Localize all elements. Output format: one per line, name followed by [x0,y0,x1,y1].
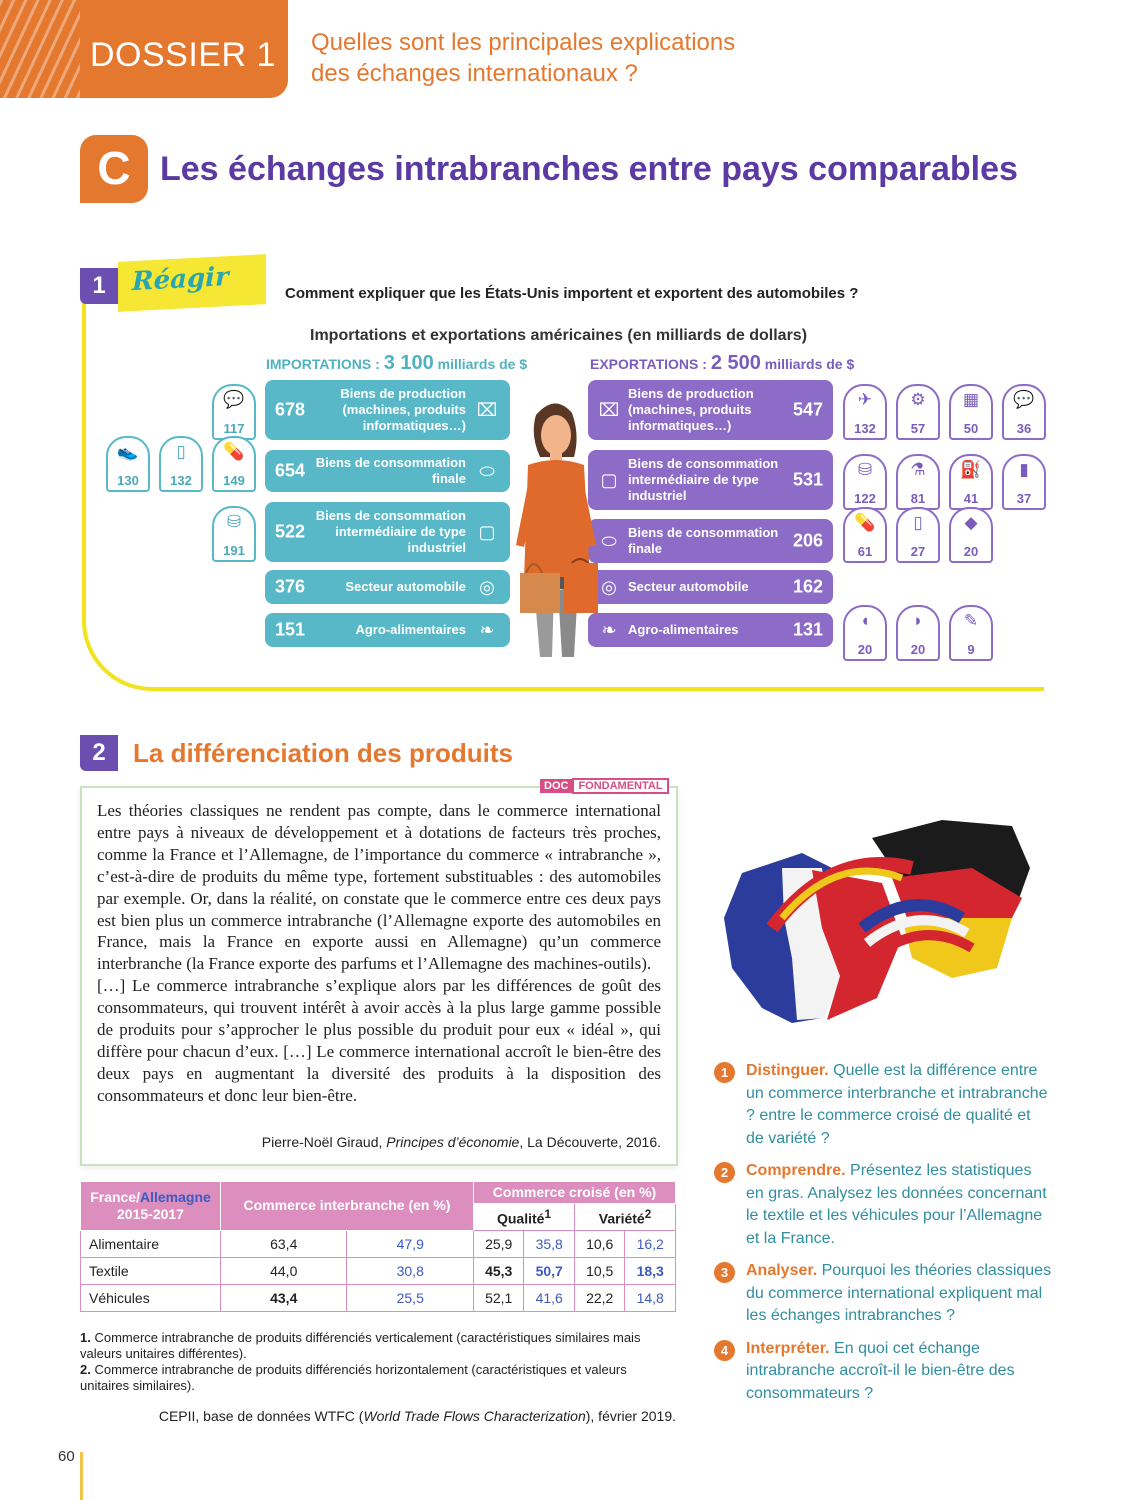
table-cell: 52,1 [473,1284,523,1311]
box-icon: ▢ [478,522,496,542]
section-letter-badge: C [80,135,148,203]
question-text: Pourquoi les théories classiques du commerce international expliquent mal les échanges intrabranches ? [746,1262,1052,1324]
detail-slot [843,454,887,510]
doc2-title: La différenciation des produits [133,738,513,768]
sewing-machine-icon: ⌧ [598,400,620,420]
question-keyword: Interpréter. [746,1339,830,1357]
source-b: World Trade Flows Characterization [363,1408,586,1424]
table-cell: 16,2 [625,1230,676,1257]
reagir-tag [118,254,266,312]
detail-value: 191 [223,543,245,558]
bar-label: Secteur automobile [345,579,466,594]
table-header-variete [574,1204,675,1231]
table-cell: 18,3 [625,1257,676,1284]
pill-icon: ⬭ [601,531,617,551]
detail-slot [843,507,887,563]
detail-slot [843,605,887,661]
dossier-label: DOSSIER 1 [90,36,276,74]
diamond-icon: ◆ [964,513,978,532]
table-cell: 44,0 [221,1257,347,1284]
detail-slot [949,605,993,661]
detail-value: 20 [857,642,873,657]
export-bar [588,450,833,510]
box-icon: ▢ [600,470,618,490]
detail-slot [1002,454,1046,510]
table-header-qualite [473,1204,574,1231]
question-keyword: Comprendre. [746,1162,846,1179]
table-cell: 22,2 [574,1284,624,1311]
doc-fondamental-badge [540,778,669,796]
import-bar [265,380,510,440]
detail-slot [1002,384,1046,440]
table-cell: 41,6 [524,1284,574,1311]
imports-total: 3 100 [383,352,434,374]
detail-slot [949,507,993,563]
exports-label: EXPORTATIONS : [590,356,707,372]
bar-value: 678 [275,399,306,420]
detail-slot [896,384,940,440]
exports-heading [590,352,854,375]
row-label: Textile [81,1257,221,1284]
doc-paragraph-1: Les théories classiques ne rendent pas compte, dans le commerce international entre pays à niveaux de développement et à dotations de facteurs très proches, comme la France et l’Allemagne, de l’importance du commerce « intrabranche », c’est-à-dire de produits du même type, fortement substituables : des automobiles par exemple. Or, dans la réalité, on constate que le commerce entre ces deux pays est bien plus un commerce intrabranche (l’Allemagne exporte des automobiles en France, mais la France en exporte aussi en Allemagne) qu’un commerce interbranche (la France exporte des parfums et l’Allemagne des machines-outils). [97,801,661,974]
note-1-text: Commerce intrabranche de produits différenciés verticalement (caractéristiques similaires mais valeurs unitaires différentes). [80,1330,641,1361]
page-bar [80,1452,83,1500]
bar-label: Biens de consommation intermédiaire de type industriel [628,456,779,503]
table-header-interbranche: Commerce interbranche (en %) [221,1182,474,1231]
note-1 [80,1330,678,1362]
detail-slot [106,436,150,492]
phone-icon: ▯ [176,442,186,461]
plane-icon: ✈ [857,390,873,409]
pill-icon: ⬭ [479,461,495,481]
detail-value: 132 [170,473,192,488]
bar-value: 151 [275,619,306,640]
tire-icon: ◎ [601,577,617,597]
table-cell: 47,9 [347,1230,474,1257]
exports-unit: milliards de $ [764,356,855,372]
table-cell: 45,3 [473,1257,523,1284]
question-number: 3 [714,1262,735,1283]
note-1-number: 1. [80,1330,91,1345]
qualite-sup: 1 [544,1208,551,1221]
detail-value: 122 [854,491,876,506]
bar-value: 206 [792,530,823,551]
section1-question: Comment expliquer que les États-Unis importent et exportent des automobiles ? [285,285,859,302]
detail-slot [159,436,203,492]
bar-label: Biens de production (machines, produits informatiques…) [340,386,466,433]
table-cell: 25,5 [347,1284,474,1311]
detail-value: 132 [854,421,876,436]
detail-value: 149 [223,473,245,488]
oil-derrick-icon: ⛁ [226,512,242,531]
detail-slot [949,454,993,510]
shoe-icon: 👟 [117,442,139,461]
bar-value: 376 [275,576,306,597]
header-allemagne: Allemagne [140,1188,211,1205]
table-cell: 63,4 [221,1230,347,1257]
detail-value: 130 [117,473,139,488]
robot-arm-icon: ⚙ [910,390,926,409]
export-bar [588,519,833,563]
section-title: Les échanges intrabranches entre pays comparables [160,150,1018,188]
doc-paragraph-2: […] Le commerce intrabranche s’explique alors par les différences de goût des consommateurs, qui trouvent intérêt à avoir accès à la plus large gamme possible de produits pour s’approcher le plus possible du produit pour eux « idéal », qui diffère pour chacun d’eux. […] Le commerce international accroît le bien-être des deux pays en augmentant la diversité des produits à la disposition des consommateurs et donc leur bien-être. [97,976,661,1105]
table-header-country [81,1182,221,1231]
question-text: Quelle est la différence entre un commerce interbranche et intrabranche ? entre le commerce croisé de qualité et de variété ? [746,1062,1048,1147]
sewing-machine-icon: ⌧ [476,400,498,420]
speech-bubble-icon: 💬 [223,390,245,409]
dossier-tab [0,0,288,98]
meat-icon: ◗ [912,611,924,630]
table-cell: 35,8 [524,1230,574,1257]
bean-icon: ◖ [859,611,871,630]
question-keyword: Analyser. [746,1262,818,1279]
detail-slot [212,506,256,562]
table-source [80,1408,676,1424]
imports-heading [266,352,527,375]
source-publisher: , La Découverte, 2016. [519,1134,661,1150]
reagir-label: Réagir [132,262,229,298]
detail-value: 27 [910,544,926,559]
questions-list [712,1060,1052,1415]
speech-bubble-icon: 💬 [1013,390,1035,409]
detail-slot [896,454,940,510]
detail-value: 36 [1016,421,1032,436]
oil-derrick-icon: ⛁ [857,460,873,479]
food-icon: ❧ [601,620,617,640]
bar-label: Secteur automobile [628,579,749,594]
badge-doc: DOC [540,779,572,793]
decorative-stripes [0,0,80,98]
pill-icon: 💊 [854,513,876,532]
corn-icon: ✎ [963,611,979,630]
exports-total: 2 500 [710,352,761,374]
row-label: Véhicules [81,1284,221,1311]
doc-number-1: 1 [80,268,118,304]
detail-value: 81 [910,491,926,506]
header-france: France [90,1188,137,1205]
question-number: 1 [714,1062,735,1083]
bar-value: 531 [792,469,823,490]
pill-icon: 💊 [223,442,245,461]
export-bar [588,570,833,604]
doc-source [97,1134,661,1150]
shopper-illustration [500,395,610,660]
detail-value: 50 [963,421,979,436]
tire-icon: ◎ [479,577,495,597]
import-bar [265,613,510,647]
source-c: ), février 2019. [585,1408,676,1424]
page-number: 60 [58,1448,75,1465]
bar-value: 654 [275,460,306,481]
export-bar [588,613,833,647]
detail-slot [843,384,887,440]
chart-title: Importations et exportations américaines (en milliards de dollars) [310,327,808,344]
table-row [81,1230,676,1257]
source-a: CEPII, base de données WTFC ( [158,1408,364,1424]
question-item [712,1160,1052,1250]
bar-value: 547 [792,399,823,420]
bar-label: Biens de consommation finale [628,525,779,556]
question-number: 4 [714,1340,735,1361]
detail-value: 37 [1016,491,1032,506]
source-author: Pierre-Noël Giraud, [261,1134,383,1150]
table-cell: 50,7 [524,1257,574,1284]
detail-value: 61 [857,544,873,559]
imports-label: IMPORTATIONS : [266,356,380,372]
france-germany-map-illustration [712,808,1047,1033]
note-2-number: 2. [80,1362,91,1377]
table-cell: 30,8 [347,1257,474,1284]
table-cell: 14,8 [625,1284,676,1311]
question-number: 2 [714,1162,735,1183]
import-bar [265,570,510,604]
imports-unit: milliards de $ [437,356,528,372]
detail-slot [212,436,256,492]
trade-table [80,1181,676,1312]
variete-sup: 2 [644,1208,652,1221]
table-cell: 10,5 [574,1257,624,1284]
table-row [81,1284,676,1311]
detail-value: 20 [963,544,979,559]
import-bar [265,502,510,562]
import-bar [265,450,510,492]
note-2 [80,1362,678,1394]
table-cell: 25,9 [473,1230,523,1257]
variete-label: Variété [598,1210,645,1227]
detail-value: 41 [963,491,979,506]
bar-value: 131 [792,619,823,640]
bar-value: 522 [275,521,306,542]
table-cell: 43,4 [221,1284,347,1311]
detail-value: 9 [967,642,975,657]
fuel-pump-icon: ⛽ [960,460,982,479]
bar-label: Agro-alimentaires [628,622,739,637]
qualite-label: Qualité [496,1210,545,1227]
dossier-question-line2: des échanges internationaux ? [311,60,638,87]
chip-icon: ▦ [962,390,980,409]
header-years: 2015-2017 [117,1205,184,1222]
detail-value: 20 [910,642,926,657]
table-notes [80,1330,678,1394]
question-text: Présentez les statistiques en gras. Analysez les données concernant le textile et les véhicules pour l’Allemagne et la France. [746,1162,1047,1247]
source-book: Principes d’économie [386,1134,520,1150]
table-header-croise: Commerce croisé (en %) [473,1182,675,1204]
badge-fondamental: FONDAMENTAL [572,778,668,794]
detail-slot [949,384,993,440]
bar-label: Agro-alimentaires [355,622,466,637]
bar-label: Biens de consommation intermédiaire de type industriel [315,508,466,555]
question-text: En quoi cet échange intrabranche accroît-il le bien-être des consommateurs ? [746,1339,1015,1402]
detail-slot [896,507,940,563]
bar-label: Biens de consommation finale [315,455,466,486]
detail-value: 117 [223,421,245,436]
question-keyword: Distinguer. [746,1062,829,1079]
doc-text [97,800,661,1107]
detail-slot [212,384,256,440]
dossier-question-line1: Quelles sont les principales explications [311,29,736,56]
bottle-icon: ▮ [1019,460,1029,479]
table-cell: 10,6 [574,1230,624,1257]
row-label: Alimentaire [81,1230,221,1257]
detail-slot [896,605,940,661]
table-row [81,1257,676,1284]
phone-icon: ▯ [913,513,923,532]
dossier-question [311,27,735,89]
flask-icon: ⚗ [910,460,926,479]
food-icon: ❧ [479,620,495,640]
question-item [712,1338,1052,1406]
bar-value: 162 [792,576,823,597]
export-bar [588,380,833,440]
header-slash: / [136,1188,140,1205]
question-item [712,1260,1052,1328]
doc-number-2: 2 [80,735,118,771]
detail-value: 57 [910,421,926,436]
bar-label: Biens de production (machines, produits informatiques…) [628,386,754,433]
note-2-text: Commerce intrabranche de produits différenciés horizontalement (caractéristiques et valeurs unitaires similaires). [80,1362,627,1393]
question-item [712,1060,1052,1150]
